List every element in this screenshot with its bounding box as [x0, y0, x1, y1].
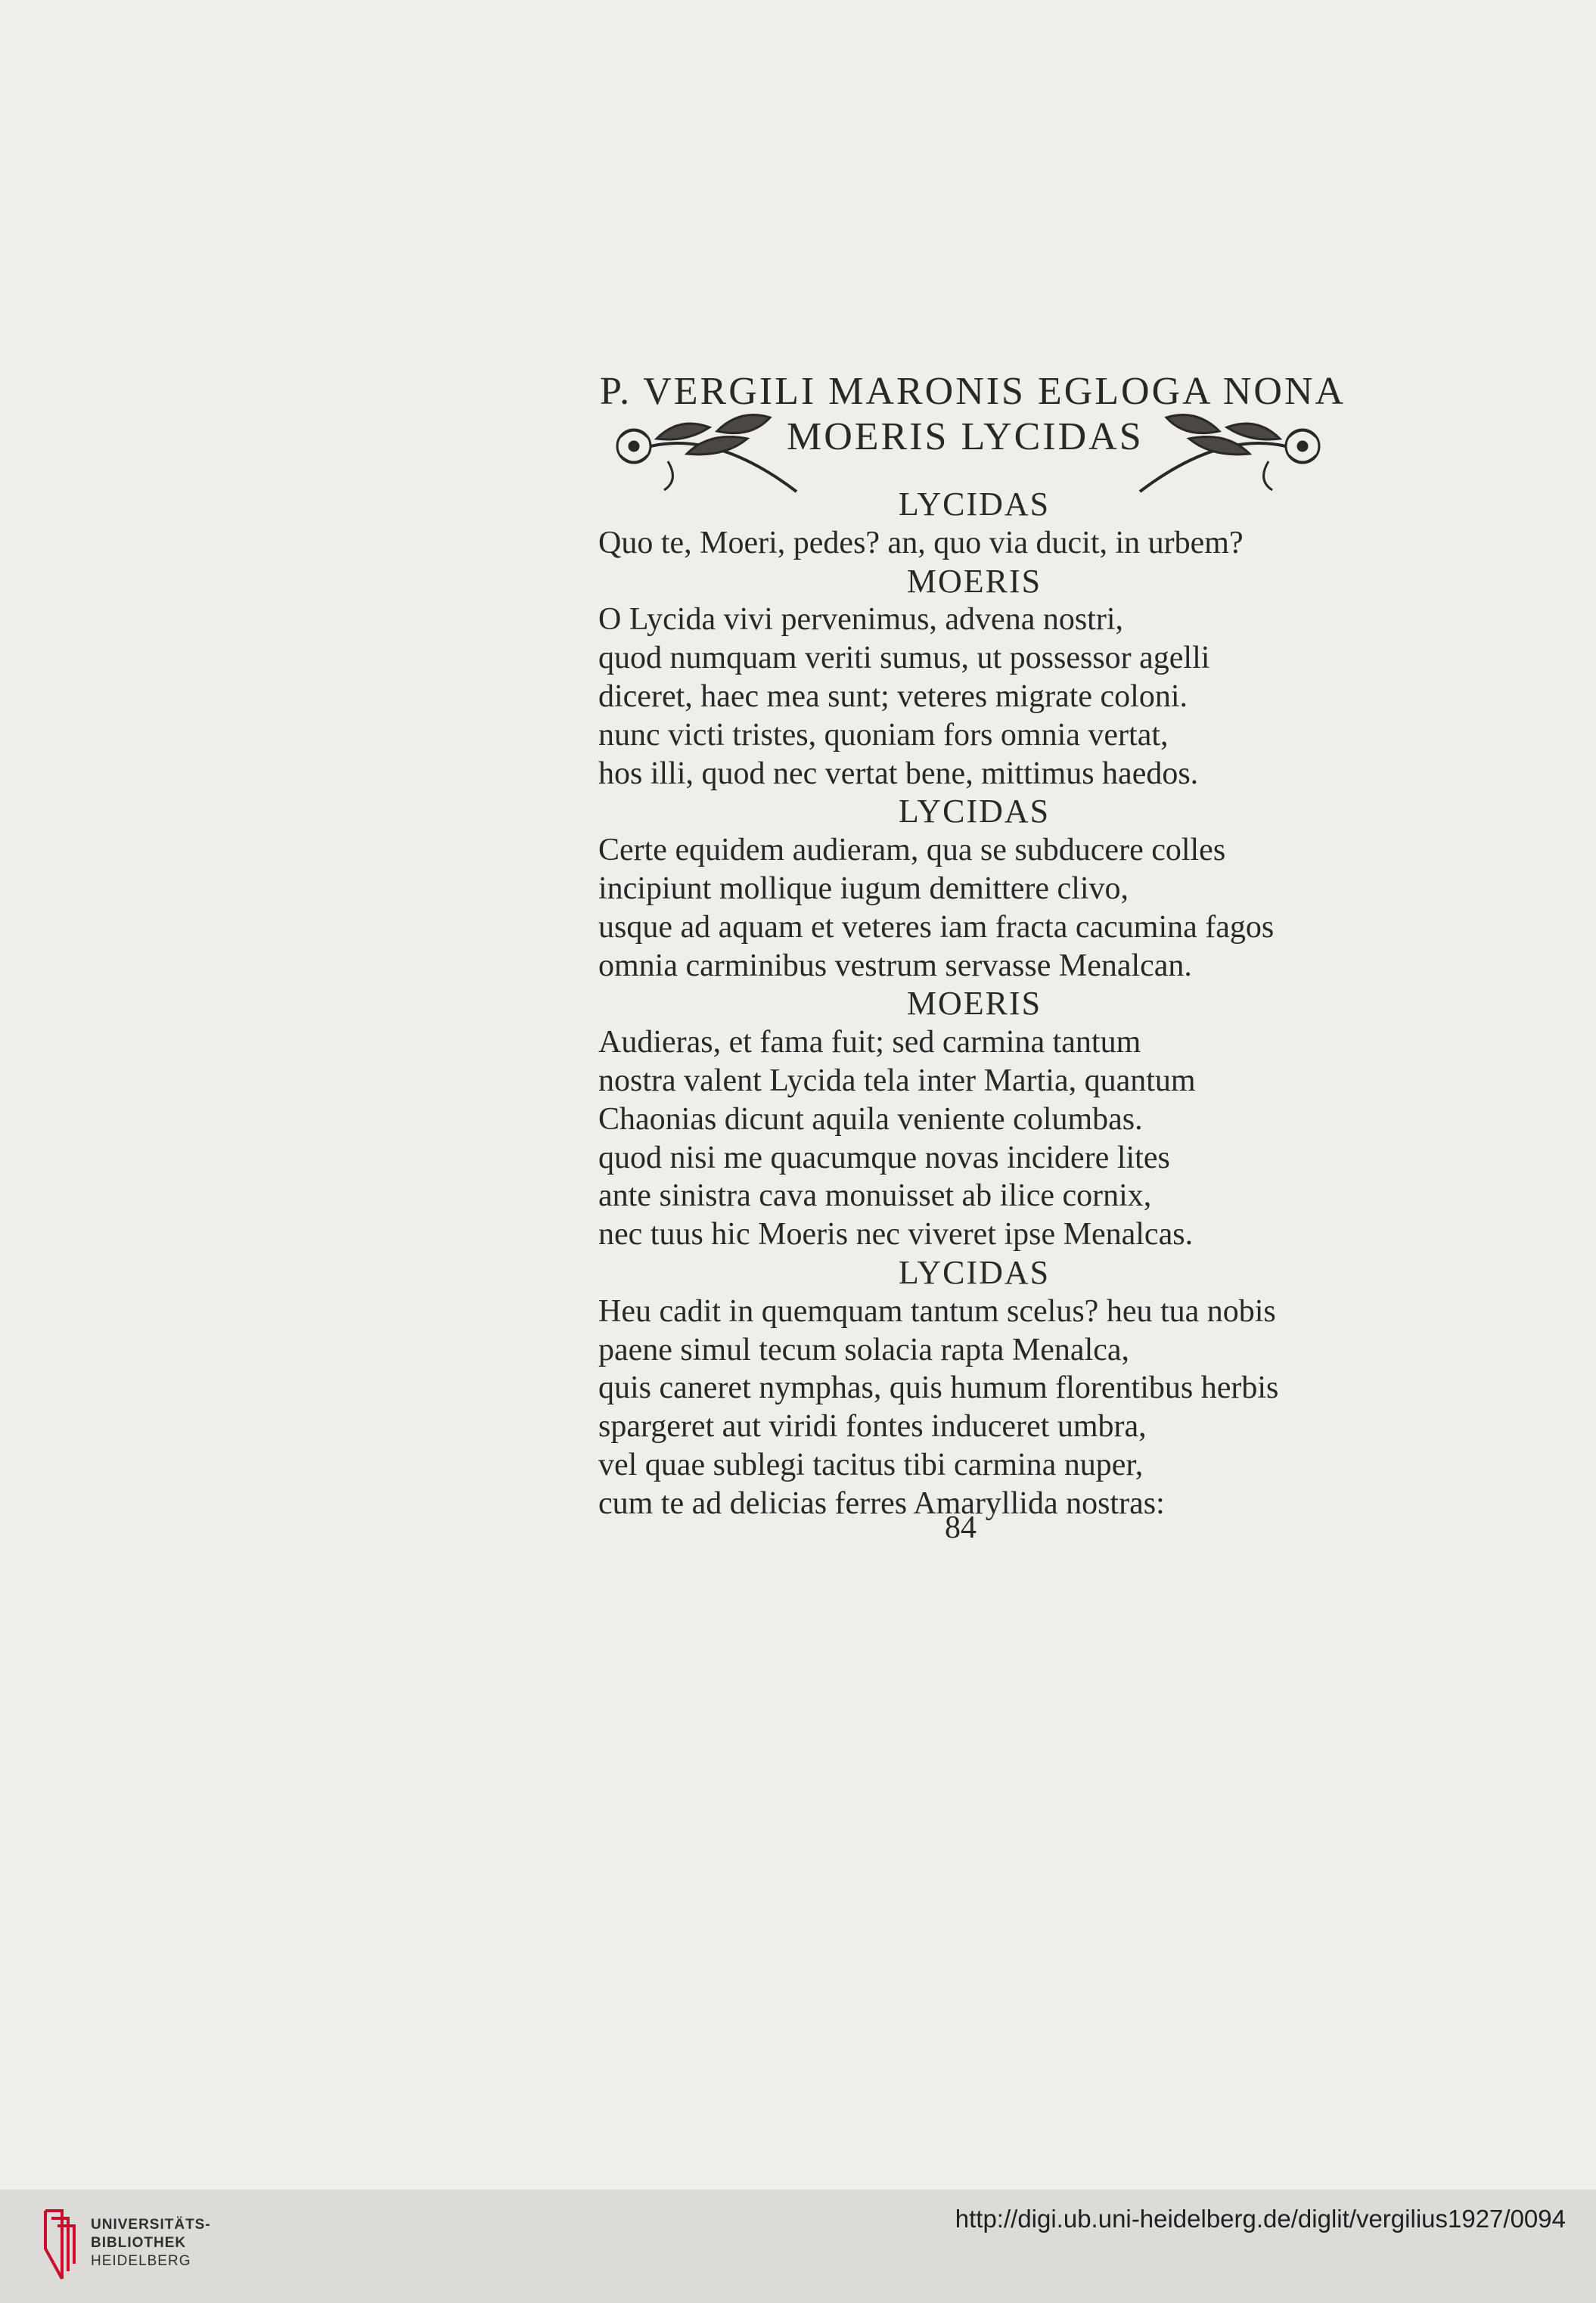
- verse-line: Quo te, Moeri, pedes? an, quo via ducit, in urbem?: [598, 525, 1244, 560]
- verse-line: incipiunt mollique iugum demittere clivo,: [598, 871, 1129, 906]
- verse-line: spargeret aut viridi fontes induceret umbra,: [598, 1409, 1147, 1445]
- speaker-heading: LYCIDAS: [898, 793, 1051, 830]
- speaker-heading: MOERIS: [906, 562, 1042, 600]
- poem-title: P. VERGILI MARONIS EGLOGA NONA: [600, 370, 1346, 413]
- source-url-link[interactable]: http://digi.ub.uni-heidelberg.de/diglit/vergilius1927/0094: [955, 2205, 1566, 2233]
- verse-line: quod nisi me quacumque novas incidere lites: [598, 1140, 1170, 1175]
- verse-line: diceret, haec mea sunt; veteres migrate coloni.: [598, 678, 1188, 714]
- speaker-heading: LYCIDAS: [898, 1253, 1051, 1291]
- verse-line: Certe equidem audieram, qua se subducere colles: [598, 833, 1226, 868]
- verse-line: nec tuus hic Moeris nec viveret ipse Menalcas.: [598, 1217, 1194, 1252]
- verse-line: omnia carminibus vestrum servasse Menalcan.: [598, 948, 1192, 983]
- verse-line: cum te ad delicias ferres Amaryllida nostras:: [598, 1485, 1165, 1521]
- verse-line: quis caneret nymphas, quis humum florentibus herbis: [598, 1370, 1279, 1406]
- library-name-line: UNIVERSITÄTS-: [91, 2217, 211, 2233]
- library-logo-icon: [39, 2203, 88, 2286]
- verse-line: usque ad aquam et veteres iam fracta cacumina fagos: [598, 909, 1275, 945]
- verse-line: Audieras, et fama fuit; sed carmina tantum: [598, 1025, 1141, 1060]
- verse-line: hos illi, quod nec vertat bene, mittimus haedos.: [598, 756, 1199, 791]
- verse-line: nostra valent Lycida tela inter Martia, quantum: [598, 1063, 1196, 1098]
- library-name: [91, 2216, 211, 2270]
- verse-line: paene simul tecum solacia rapta Menalca,: [598, 1332, 1130, 1367]
- verse-line: ante sinistra cava monuisset ab ilice cornix,: [598, 1178, 1152, 1214]
- library-name-line: BIBLIOTHEK: [91, 2235, 187, 2251]
- verse-line: Heu cadit in quemquam tantum scelus? heu tua nobis: [598, 1293, 1276, 1329]
- verse-line: Chaonias dicunt aquila veniente columbas.: [598, 1101, 1143, 1137]
- poem-subtitle: MOERIS LYCIDAS: [787, 415, 1144, 458]
- speaker-heading: MOERIS: [906, 985, 1042, 1023]
- verse-line: vel quae sublegi tacitus tibi carmina nuper,: [598, 1447, 1144, 1482]
- floral-branch-icon: [604, 408, 802, 493]
- verse-line: quod numquam veriti sumus, ut possessor agelli: [598, 641, 1210, 676]
- page-number: 84: [945, 1510, 977, 1545]
- floral-branch-icon: [1135, 408, 1333, 493]
- poem-body: [596, 486, 1337, 1523]
- verse-line: nunc victi tristes, quoniam fors omnia vertat,: [598, 717, 1169, 753]
- library-name-line: HEIDELBERG: [91, 2253, 191, 2269]
- verse-line: O Lycida vivi pervenimus, advena nostri,: [598, 602, 1124, 638]
- speaker-heading: LYCIDAS: [898, 486, 1051, 523]
